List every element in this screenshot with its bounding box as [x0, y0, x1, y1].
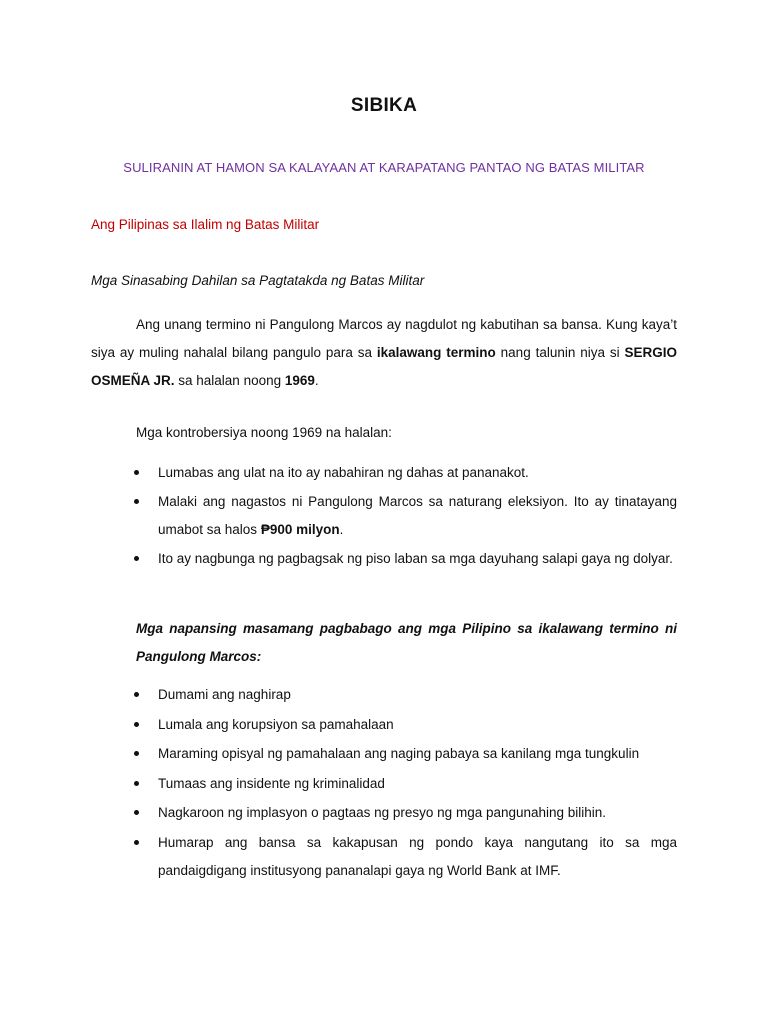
bullet-icon	[134, 810, 139, 815]
reasons-subheading: Mga Sinasabing Dahilan sa Pagtatakda ng Batas Militar	[91, 273, 425, 288]
bullet-icon	[134, 840, 139, 845]
list-item-text: Nagkaroon ng implasyon o pagtaas ng presyo ng mga pangunahing bilihin.	[158, 805, 607, 820]
page-title: SIBIKA	[350, 95, 418, 116]
paragraph-text-4: .	[314, 373, 319, 388]
paragraph-bold-year: 1969	[284, 373, 315, 388]
list-item	[91, 681, 677, 709]
list-item	[91, 711, 677, 739]
controversies-list	[91, 459, 677, 574]
list-item	[91, 770, 677, 798]
list-item-end: .	[339, 522, 344, 537]
bullet-icon	[134, 470, 139, 475]
bullet-icon	[134, 722, 139, 727]
intro-paragraph	[91, 311, 677, 395]
paragraph-bold-name: SERGIO OSMEÑA JR.	[91, 345, 677, 388]
list-item-text: Dumami ang naghirap	[158, 687, 291, 702]
list-item-text: Lumabas ang ulat na ito ay nabahiran ng dahas at pananakot.	[158, 465, 529, 480]
list-item-text: Tumaas ang insidente ng kriminalidad	[158, 775, 385, 791]
bullet-icon	[134, 781, 139, 786]
paragraph-text-1: Ang unang termino ni Pangulong Marcos ay nagdulot ng kabutihan sa bansa. Kung kaya’t siya ay muling nahalal bilang pangulo para sa	[91, 317, 677, 360]
controversies-intro: Mga kontrobersiya noong 1969 na halalan:	[136, 425, 392, 440]
list-item	[91, 488, 677, 544]
list-item	[91, 829, 677, 885]
list-item-text: Humarap ang bansa sa kakapusan ng pondo kaya nangutang ito sa mga pandaigdigang institusyong pananalapi gaya ng World Bank at IMF.	[158, 834, 677, 878]
bullet-icon	[134, 751, 139, 756]
bullet-icon	[134, 499, 139, 504]
bullet-icon	[134, 556, 139, 561]
section-heading: Ang Pilipinas sa Ilalim ng Batas Militar	[91, 217, 320, 232]
list-item	[91, 545, 677, 573]
list-item	[91, 740, 677, 768]
list-item	[91, 459, 677, 487]
list-item-bold-amount: ₱900 milyon	[260, 522, 340, 537]
list-item-text: Ito ay nagbunga ng pagbagsak ng piso laban sa mga dayuhang salapi gaya ng dolyar.	[158, 551, 673, 566]
bullet-icon	[134, 692, 139, 697]
paragraph-bold-term: ikalawang termino	[376, 345, 496, 360]
list-item-text: Maraming opisyal ng pamahalaan ang naging pabaya sa kanilang mga tungkulin	[158, 746, 640, 761]
changes-heading: Mga napansing masamang pagbabago ang mga Pilipino sa ikalawang termino ni Pangulong Marcos:	[136, 621, 677, 664]
list-item	[91, 799, 677, 827]
list-item-text: Lumala ang korupsiyon sa pamahalaan	[158, 716, 394, 732]
document-subtitle: SULIRANIN AT HAMON SA KALAYAAN AT KARAPATANG PANTAO NG BATAS MILITAR	[123, 160, 645, 175]
paragraph-text-2: nang talunin niya si	[495, 345, 625, 360]
changes-list	[91, 681, 677, 886]
paragraph-text-3: sa halalan noong	[174, 373, 285, 388]
list-item-text: Malaki ang nagastos ni Pangulong Marcos sa naturang eleksiyon. Ito ay tinatayang umabot sa halos	[158, 494, 677, 537]
